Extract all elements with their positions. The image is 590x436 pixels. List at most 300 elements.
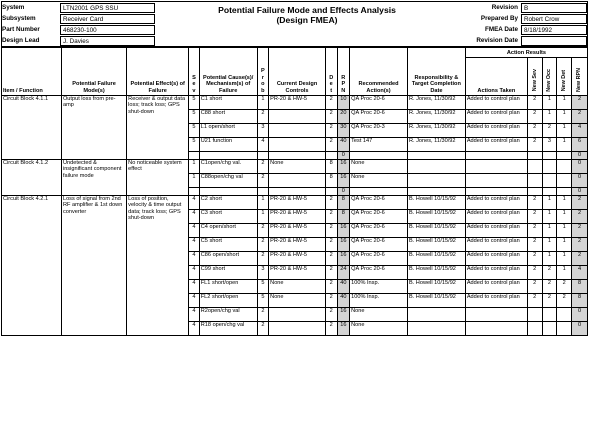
- severity-cell: 5: [189, 124, 200, 138]
- cause-cell: C3 short: [199, 210, 257, 224]
- new-sev-cell: 2: [527, 110, 542, 124]
- rpn-cell: 8: [337, 210, 350, 224]
- failure-mode-cell: Undetected & insignificant component failure mode: [61, 160, 126, 196]
- recommended-action-cell: [350, 152, 408, 160]
- detection-cell: 2: [325, 266, 337, 280]
- new-rpn-cell: 6: [572, 138, 588, 152]
- new-det-cell: 1: [557, 266, 572, 280]
- actions-taken-cell: [465, 174, 527, 188]
- failure-mode-cell: Loss of signal from 2nd RF amplifier & 1st down converter: [61, 196, 126, 336]
- revision-field[interactable]: B: [521, 3, 587, 13]
- actions-taken-cell: Added to control plan: [465, 124, 527, 138]
- severity-cell: 4: [189, 210, 200, 224]
- cause-cell: C1open/chg val.: [199, 160, 257, 174]
- new-rpn-cell: 2: [572, 96, 588, 110]
- new-rpn-cell: 0: [572, 188, 588, 196]
- probability-cell: [257, 152, 269, 160]
- actions-taken-cell: Added to control plan: [465, 110, 527, 124]
- cause-cell: U21 function: [199, 138, 257, 152]
- responsibility-cell: B. Howell 10/15/92: [407, 266, 465, 280]
- new-occ-cell: 2: [542, 294, 557, 308]
- new-sev-cell: [527, 308, 542, 322]
- probability-cell: 5: [257, 280, 269, 294]
- severity-cell: 5: [189, 96, 200, 110]
- item-function-cell: Circuit Block 4.1.1: [2, 96, 62, 160]
- cause-cell: C1 short: [199, 96, 257, 110]
- rpn-cell: 16: [337, 238, 350, 252]
- prepared-by-field[interactable]: Robert Crow: [521, 14, 587, 24]
- design-controls-cell: [269, 322, 326, 336]
- design-controls-cell: PR-20 & HW-5: [269, 238, 326, 252]
- action-results-group: Action Results: [465, 48, 587, 58]
- probability-cell: 3: [257, 266, 269, 280]
- cause-cell: [199, 152, 257, 160]
- detection-cell: 8: [325, 160, 337, 174]
- severity-cell: 1: [189, 160, 200, 174]
- col-new-rpn: [572, 58, 588, 96]
- new-rpn-cell: 8: [572, 280, 588, 294]
- design-controls-cell: [269, 188, 326, 196]
- rpn-cell: 40: [337, 294, 350, 308]
- actions-taken-cell: Added to control plan: [465, 280, 527, 294]
- new-occ-label: New Occ: [546, 68, 553, 92]
- col-failure-effects: Potential Effect(s) of Failure: [127, 48, 189, 96]
- new-sev-label: New Sev: [531, 69, 538, 92]
- new-det-cell: 2: [557, 294, 572, 308]
- detection-cell: 2: [325, 124, 337, 138]
- cause-cell: R2open/chg val: [199, 308, 257, 322]
- new-occ-cell: [542, 152, 557, 160]
- new-sev-cell: [527, 160, 542, 174]
- prob-header-letter: P: [261, 68, 265, 75]
- rpn-cell: 16: [337, 308, 350, 322]
- actions-taken-cell: [465, 188, 527, 196]
- prob-header-letter: r: [261, 74, 264, 81]
- new-occ-cell: 1: [542, 238, 557, 252]
- recommended-action-cell: Test 147: [350, 138, 408, 152]
- probability-cell: 4: [257, 138, 269, 152]
- design-controls-cell: PR-20 & HW-5: [269, 252, 326, 266]
- title-line-1: Potential Failure Mode and Effects Analysis: [218, 5, 396, 15]
- detection-cell: [325, 152, 337, 160]
- new-occ-cell: [542, 160, 557, 174]
- responsibility-cell: [407, 308, 465, 322]
- design-controls-cell: PR-20 & HW-5: [269, 210, 326, 224]
- probability-cell: 2: [257, 322, 269, 336]
- recommended-action-cell: QA Proc 20-6: [350, 238, 408, 252]
- table-row: [2, 160, 588, 174]
- col-design-controls: Current Design Controls: [269, 48, 326, 96]
- fmea-sheet: [1, 1, 588, 336]
- new-occ-cell: 1: [542, 252, 557, 266]
- new-occ-cell: 1: [542, 224, 557, 238]
- prob-header-letter: o: [261, 81, 265, 88]
- actions-taken-cell: [465, 152, 527, 160]
- rpn-cell: 16: [337, 160, 350, 174]
- responsibility-cell: [407, 188, 465, 196]
- new-det-cell: 1: [557, 110, 572, 124]
- new-sev-cell: 2: [527, 96, 542, 110]
- new-occ-cell: [542, 174, 557, 188]
- rpn-cell: 40: [337, 280, 350, 294]
- responsibility-cell: B. Howell 10/15/92: [407, 280, 465, 294]
- responsibility-cell: [407, 152, 465, 160]
- system-label: System: [2, 4, 25, 11]
- recommended-action-cell: QA Proc 20-6: [350, 224, 408, 238]
- fmea-table: [1, 47, 588, 336]
- prob-header-letter: b: [261, 87, 265, 94]
- cause-cell: FL2 short/open: [199, 294, 257, 308]
- new-det-cell: 1: [557, 252, 572, 266]
- severity-cell: 4: [189, 238, 200, 252]
- responsibility-cell: B. Howell 10/15/92: [407, 224, 465, 238]
- cause-cell: C99 short: [199, 266, 257, 280]
- new-rpn-cell: 2: [572, 210, 588, 224]
- severity-cell: 4: [189, 224, 200, 238]
- recommended-action-cell: QA Proc 20-6: [350, 110, 408, 124]
- rpn-cell: 8: [337, 196, 350, 210]
- detection-cell: 2: [325, 138, 337, 152]
- sev-header-letter: S: [192, 74, 196, 81]
- new-sev-cell: 2: [527, 138, 542, 152]
- responsibility-cell: B. Howell 10/15/92: [407, 238, 465, 252]
- severity-cell: 4: [189, 280, 200, 294]
- design-controls-cell: [269, 138, 326, 152]
- col-responsibility: Responsibility & Target Completion Date: [407, 48, 465, 96]
- item-function-cell: Circuit Block 4.2.1: [2, 196, 62, 336]
- new-rpn-cell: 0: [572, 152, 588, 160]
- rpn-cell: 40: [337, 138, 350, 152]
- probability-cell: 3: [257, 124, 269, 138]
- severity-cell: [189, 188, 200, 196]
- new-sev-cell: [527, 322, 542, 336]
- table-row: [2, 196, 588, 210]
- new-occ-cell: 3: [542, 138, 557, 152]
- col-detection: [325, 48, 337, 96]
- probability-cell: 1: [257, 210, 269, 224]
- document-title: [192, 5, 422, 25]
- failure-effects-cell: No noticeable system effect: [127, 160, 189, 196]
- design-controls-cell: None: [269, 280, 326, 294]
- cause-cell: C86 open/short: [199, 252, 257, 266]
- item-function-cell: Circuit Block 4.1.2: [2, 160, 62, 196]
- detection-cell: 2: [325, 196, 337, 210]
- detection-cell: 2: [325, 252, 337, 266]
- new-det-cell: [557, 174, 572, 188]
- recommended-action-cell: None: [350, 322, 408, 336]
- new-sev-cell: [527, 174, 542, 188]
- failure-mode-cell: Output loss from pre-amp: [61, 96, 126, 160]
- actions-taken-cell: Added to control plan: [465, 96, 527, 110]
- fmea-body: [2, 96, 588, 336]
- design-lead-field[interactable]: J. Davies: [60, 36, 155, 46]
- new-sev-cell: 2: [527, 224, 542, 238]
- recommended-action-cell: QA Proc 20-6: [350, 196, 408, 210]
- probability-cell: 2: [257, 224, 269, 238]
- actions-taken-cell: Added to control plan: [465, 196, 527, 210]
- prepared-by-label: Prepared By: [480, 15, 518, 22]
- new-det-cell: 1: [557, 96, 572, 110]
- new-rpn-cell: 0: [572, 174, 588, 188]
- new-rpn-cell: 2: [572, 252, 588, 266]
- probability-cell: 2: [257, 110, 269, 124]
- cause-cell: FL1 short/open: [199, 280, 257, 294]
- recommended-action-cell: 100% Insp.: [350, 280, 408, 294]
- cause-cell: R18 open/chg val: [199, 322, 257, 336]
- cause-cell: C2 short: [199, 196, 257, 210]
- new-det-cell: 1: [557, 124, 572, 138]
- new-det-cell: 1: [557, 238, 572, 252]
- new-rpn-cell: 0: [572, 322, 588, 336]
- new-rpn-cell: 4: [572, 266, 588, 280]
- probability-cell: [257, 188, 269, 196]
- actions-taken-cell: Added to control plan: [465, 266, 527, 280]
- recommended-action-cell: None: [350, 160, 408, 174]
- fmea-date-field[interactable]: 8/18/1992: [521, 25, 587, 35]
- probability-cell: 5: [257, 294, 269, 308]
- new-sev-cell: 2: [527, 266, 542, 280]
- cause-cell: C88open/chg val: [199, 174, 257, 188]
- responsibility-cell: B. Howell 10/15/92: [407, 196, 465, 210]
- detection-cell: 2: [325, 224, 337, 238]
- col-cause: Potential Cause(s)/ Mechanism(s) of Failure: [199, 48, 257, 96]
- severity-cell: 1: [189, 174, 200, 188]
- probability-cell: 2: [257, 160, 269, 174]
- new-det-cell: [557, 160, 572, 174]
- col-rpn: [337, 48, 350, 96]
- design-lead-label: Design Lead: [2, 37, 40, 44]
- system-field[interactable]: LTN2001 GPS SSU: [60, 3, 155, 13]
- subsystem-field[interactable]: Receiver Card: [60, 14, 155, 24]
- actions-taken-cell: [465, 322, 527, 336]
- design-controls-cell: None: [269, 294, 326, 308]
- new-occ-cell: 1: [542, 210, 557, 224]
- actions-taken-cell: [465, 160, 527, 174]
- responsibility-cell: [407, 174, 465, 188]
- design-controls-cell: [269, 124, 326, 138]
- responsibility-cell: R. Jones, 11/30/92: [407, 110, 465, 124]
- new-occ-cell: [542, 188, 557, 196]
- new-rpn-cell: 2: [572, 110, 588, 124]
- failure-effects-cell: Receiver & output data loss; track loss; GPS shut-down: [127, 96, 189, 160]
- responsibility-cell: B. Howell 10/15/92: [407, 294, 465, 308]
- severity-cell: 5: [189, 110, 200, 124]
- col-item-function: Item / Function: [2, 48, 62, 96]
- actions-taken-cell: Added to control plan: [465, 238, 527, 252]
- new-occ-cell: 2: [542, 124, 557, 138]
- col-probability: [257, 48, 269, 96]
- col-new-sev: [527, 58, 542, 96]
- cause-cell: [199, 188, 257, 196]
- part-number-label: Part Number: [2, 26, 40, 33]
- design-controls-cell: [269, 174, 326, 188]
- severity-cell: 4: [189, 308, 200, 322]
- detection-cell: 2: [325, 308, 337, 322]
- detection-cell: 2: [325, 294, 337, 308]
- detection-cell: 8: [325, 174, 337, 188]
- new-occ-cell: 1: [542, 110, 557, 124]
- new-det-cell: [557, 308, 572, 322]
- document-header: [1, 1, 588, 47]
- severity-cell: 4: [189, 294, 200, 308]
- rpn-cell: 16: [337, 174, 350, 188]
- responsibility-cell: [407, 322, 465, 336]
- new-occ-cell: 2: [542, 266, 557, 280]
- detection-cell: 2: [325, 322, 337, 336]
- severity-cell: 4: [189, 266, 200, 280]
- rpn-cell: 0: [337, 188, 350, 196]
- rpn-header-letter: R: [341, 74, 346, 81]
- new-sev-cell: [527, 152, 542, 160]
- actions-taken-cell: Added to control plan: [465, 224, 527, 238]
- new-sev-cell: 2: [527, 124, 542, 138]
- recommended-action-cell: QA Proc 20-6: [350, 96, 408, 110]
- design-controls-cell: PR-20 & HW-5: [269, 266, 326, 280]
- design-controls-cell: PR-20 & HW-5: [269, 96, 326, 110]
- recommended-action-cell: QA Proc 20-6: [350, 266, 408, 280]
- cause-cell: C4 open/short: [199, 224, 257, 238]
- probability-cell: 1: [257, 96, 269, 110]
- probability-cell: 2: [257, 308, 269, 322]
- rpn-header-letter: N: [341, 87, 346, 94]
- design-controls-cell: [269, 110, 326, 124]
- sev-header-letter: e: [192, 81, 196, 88]
- responsibility-cell: B. Howell 10/15/92: [407, 210, 465, 224]
- new-occ-cell: 1: [542, 96, 557, 110]
- new-rpn-cell: 0: [572, 308, 588, 322]
- severity-cell: [189, 152, 200, 160]
- severity-cell: 4: [189, 252, 200, 266]
- recommended-action-cell: QA Proc 20-6: [350, 252, 408, 266]
- design-controls-cell: [269, 152, 326, 160]
- rpn-cell: 16: [337, 322, 350, 336]
- responsibility-cell: R. Jones, 11/30/92: [407, 96, 465, 110]
- rpn-cell: 16: [337, 252, 350, 266]
- severity-cell: 5: [189, 138, 200, 152]
- det-header-letter: t: [330, 87, 333, 94]
- cause-cell: C88 short: [199, 110, 257, 124]
- new-occ-cell: [542, 308, 557, 322]
- new-rpn-cell: 2: [572, 196, 588, 210]
- failure-effects-cell: Loss of position, velocity & time output data; track loss; GPS shut-down: [127, 196, 189, 336]
- new-det-label: New Det: [560, 70, 567, 92]
- responsibility-cell: R. Jones, 11/30/92: [407, 124, 465, 138]
- cause-cell: L1 open/short: [199, 124, 257, 138]
- subsystem-label: Subsystem: [2, 15, 36, 22]
- detection-cell: 2: [325, 96, 337, 110]
- col-severity: [189, 48, 200, 96]
- sev-header-letter: v: [192, 87, 196, 94]
- actions-taken-cell: [465, 308, 527, 322]
- responsibility-cell: B. Howell 10/15/92: [407, 252, 465, 266]
- new-occ-cell: 2: [542, 280, 557, 294]
- fmea-date-label: FMEA Date: [484, 26, 518, 33]
- det-header-letter: D: [329, 74, 334, 81]
- rpn-cell: 10: [337, 96, 350, 110]
- col-failure-mode: Potential Failure Mode(s): [61, 48, 126, 96]
- new-det-cell: [557, 322, 572, 336]
- design-controls-cell: PR-20 & HW-5: [269, 224, 326, 238]
- recommended-action-cell: QA Proc 20-3: [350, 124, 408, 138]
- new-occ-cell: [542, 322, 557, 336]
- table-row: [2, 96, 588, 110]
- new-det-cell: [557, 188, 572, 196]
- new-occ-cell: 1: [542, 196, 557, 210]
- new-rpn-cell: 8: [572, 294, 588, 308]
- detection-cell: 2: [325, 280, 337, 294]
- detection-cell: 2: [325, 110, 337, 124]
- new-rpn-cell: 2: [572, 224, 588, 238]
- probability-cell: 2: [257, 252, 269, 266]
- new-rpn-cell: 4: [572, 124, 588, 138]
- cause-cell: C5 short: [199, 238, 257, 252]
- new-sev-cell: 2: [527, 210, 542, 224]
- col-actions-taken: Actions Taken: [465, 58, 527, 96]
- new-det-cell: 1: [557, 224, 572, 238]
- recommended-action-cell: QA Proc 20-6: [350, 210, 408, 224]
- title-line-2: (Design FMEA): [276, 15, 338, 25]
- new-det-cell: 1: [557, 210, 572, 224]
- new-det-cell: [557, 152, 572, 160]
- rpn-cell: 24: [337, 266, 350, 280]
- detection-cell: [325, 188, 337, 196]
- rpn-cell: 20: [337, 110, 350, 124]
- new-det-cell: 1: [557, 138, 572, 152]
- actions-taken-cell: Added to control plan: [465, 294, 527, 308]
- probability-cell: 2: [257, 238, 269, 252]
- rpn-header-letter: P: [341, 81, 346, 88]
- design-controls-cell: PR-20 & HW-5: [269, 196, 326, 210]
- col-new-occ: [542, 58, 557, 96]
- new-det-cell: 1: [557, 196, 572, 210]
- actions-taken-cell: Added to control plan: [465, 210, 527, 224]
- new-det-cell: 2: [557, 280, 572, 294]
- detection-cell: 2: [325, 210, 337, 224]
- probability-cell: 1: [257, 196, 269, 210]
- new-sev-cell: 2: [527, 196, 542, 210]
- recommended-action-cell: 100% Insp.: [350, 294, 408, 308]
- recommended-action-cell: None: [350, 174, 408, 188]
- new-sev-cell: 2: [527, 280, 542, 294]
- design-controls-cell: [269, 308, 326, 322]
- new-sev-cell: [527, 188, 542, 196]
- det-header-letter: e: [329, 81, 333, 88]
- revision-date-field[interactable]: [521, 36, 587, 46]
- rpn-cell: 16: [337, 224, 350, 238]
- responsibility-cell: R. Jones, 11/30/92: [407, 138, 465, 152]
- new-rpn-label: New RPN: [576, 67, 583, 92]
- part-number-field[interactable]: 468230-100: [60, 25, 155, 35]
- rpn-cell: 30: [337, 124, 350, 138]
- actions-taken-cell: Added to control plan: [465, 138, 527, 152]
- severity-cell: 4: [189, 196, 200, 210]
- actions-taken-cell: Added to control plan: [465, 252, 527, 266]
- responsibility-cell: [407, 160, 465, 174]
- rpn-cell: 0: [337, 152, 350, 160]
- revision-date-label: Revision Date: [476, 37, 518, 44]
- recommended-action-cell: None: [350, 308, 408, 322]
- design-controls-cell: None: [269, 160, 326, 174]
- col-recommended-actions: Recommended Action(s): [350, 48, 408, 96]
- probability-cell: 2: [257, 174, 269, 188]
- recommended-action-cell: [350, 188, 408, 196]
- new-sev-cell: 2: [527, 252, 542, 266]
- new-sev-cell: 2: [527, 238, 542, 252]
- new-sev-cell: 2: [527, 294, 542, 308]
- new-rpn-cell: 2: [572, 238, 588, 252]
- revision-label: Revision: [491, 4, 518, 11]
- severity-cell: 4: [189, 322, 200, 336]
